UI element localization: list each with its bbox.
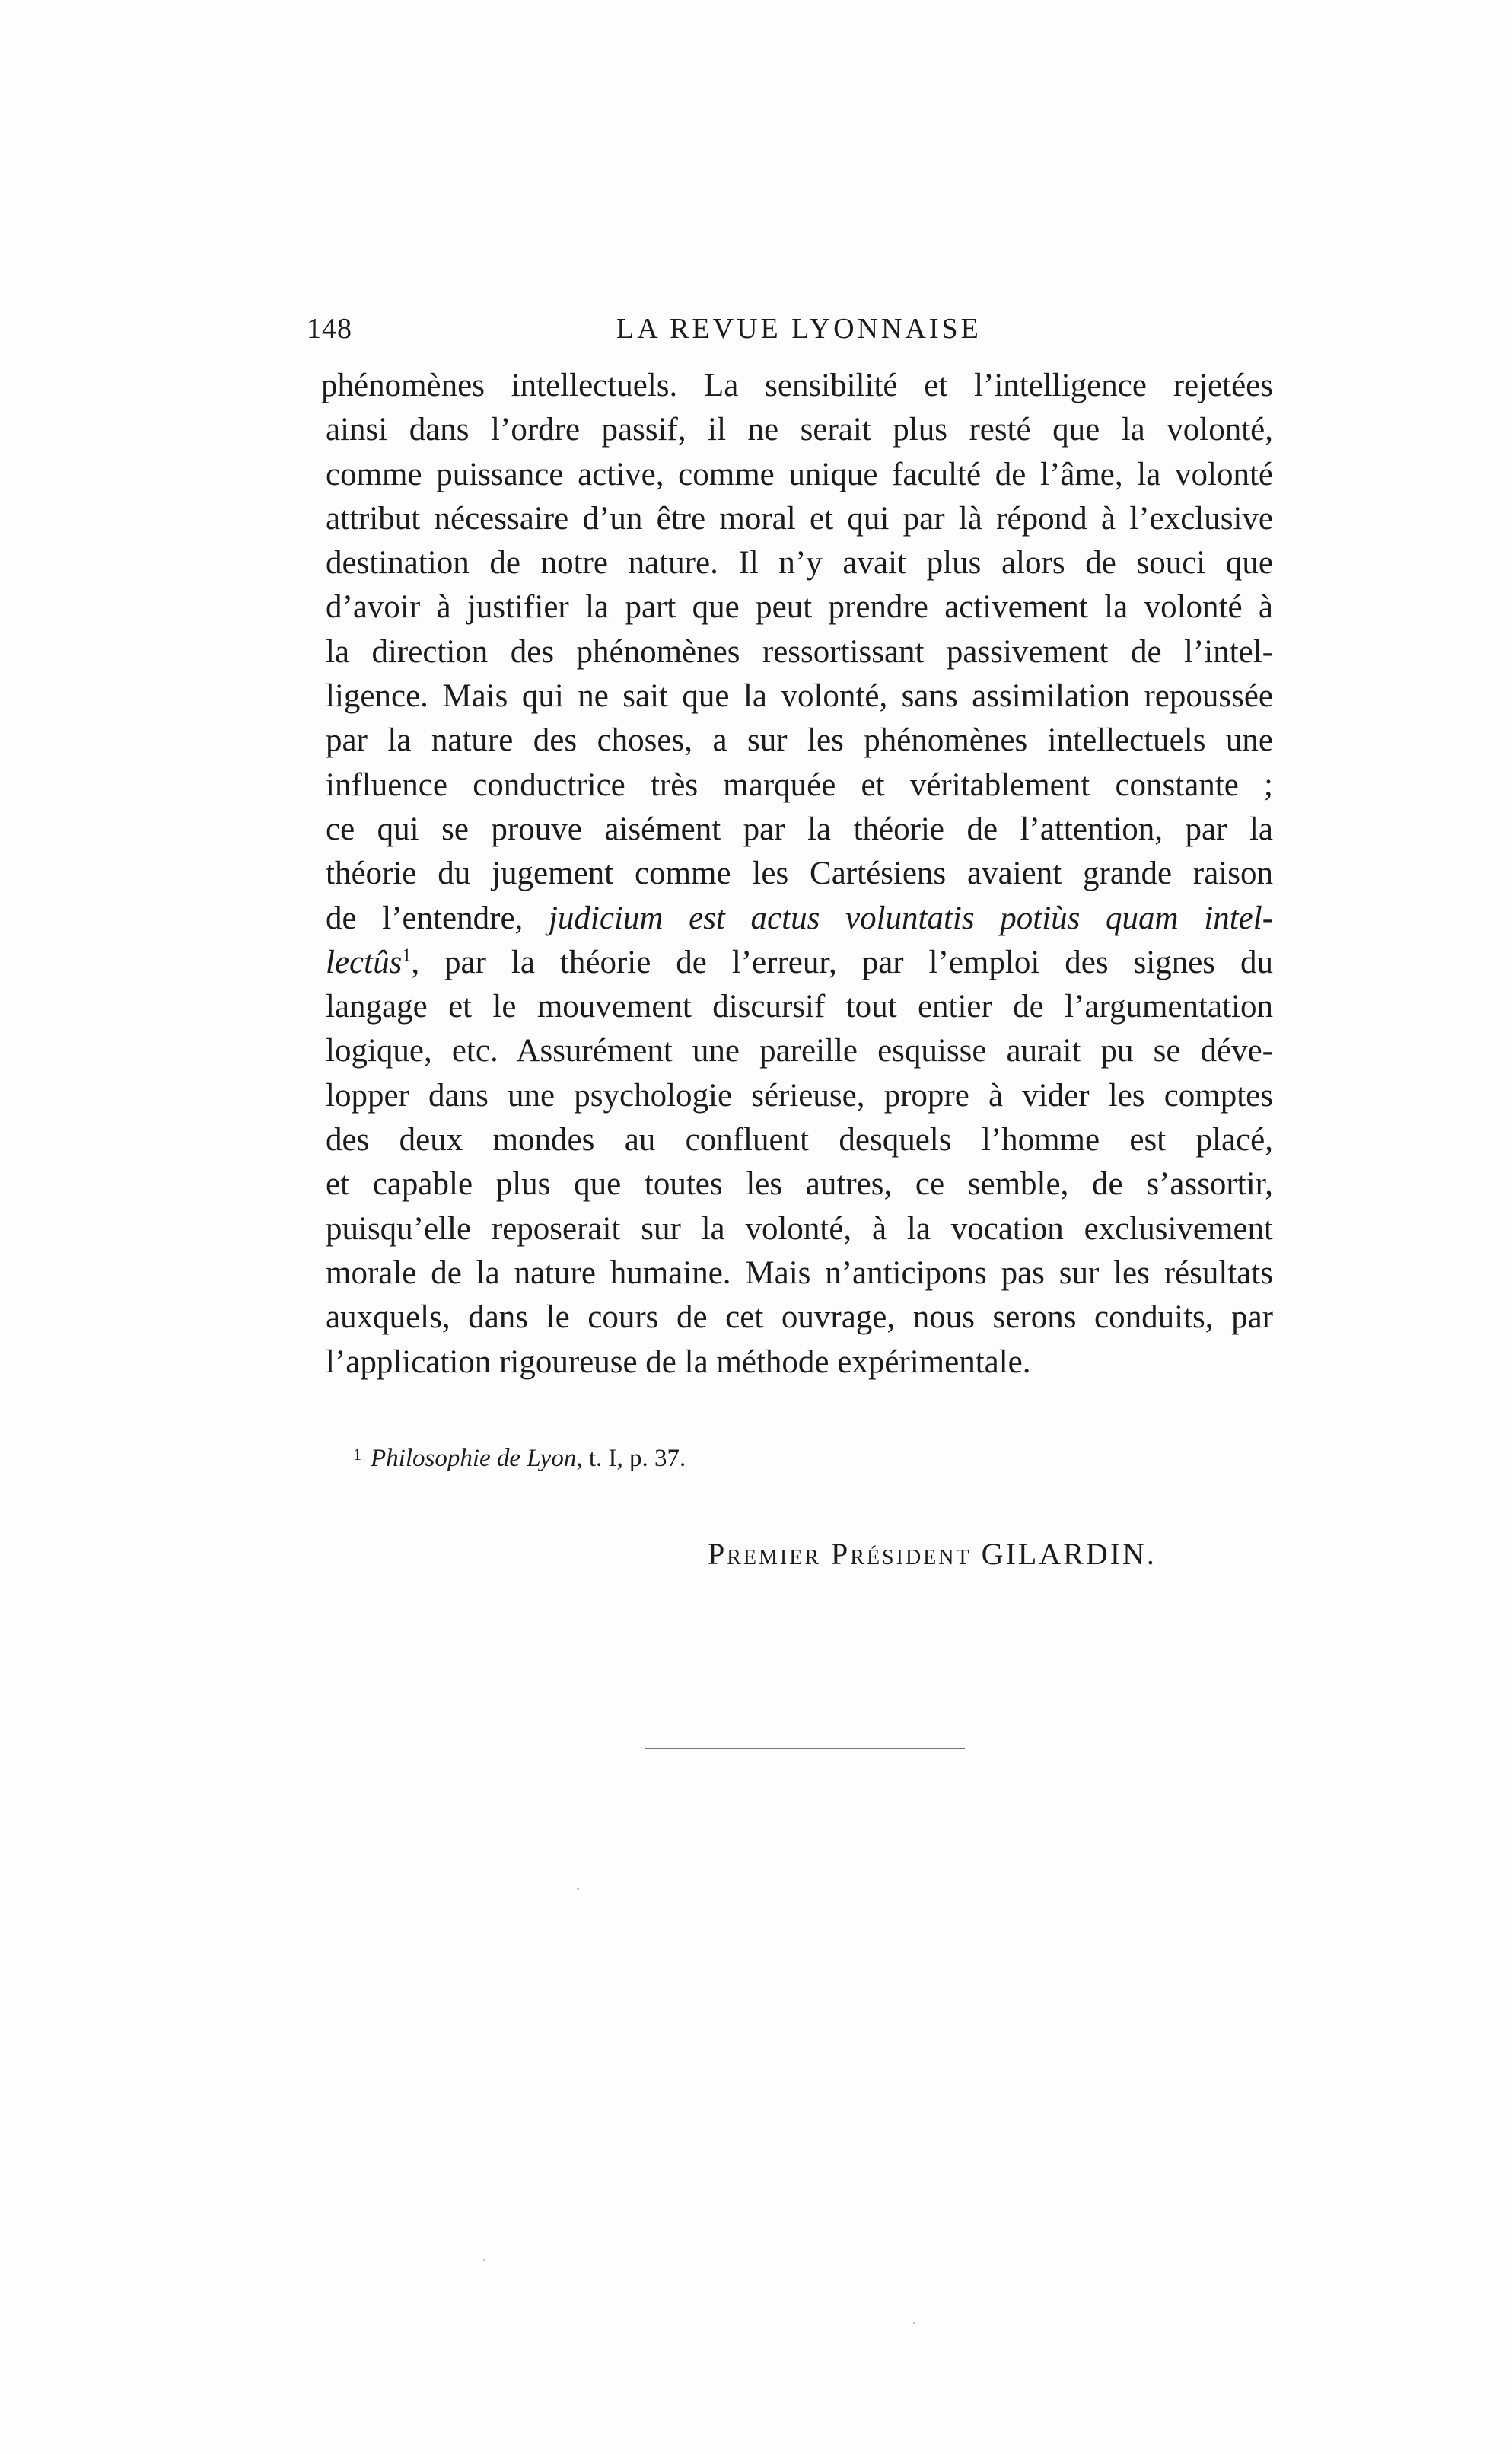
page-number: 148: [307, 313, 352, 345]
text-line: [326, 941, 1273, 985]
text-line: logique, etc. Assurément une pareille esquisse aurait pu se déve-: [326, 1033, 1273, 1069]
body-text: [321, 364, 1274, 1385]
text-line: des deux mondes au confluent desquels l’homme est placé,: [326, 1122, 1273, 1158]
text-line: attribut nécessaire d’un être moral et qui par là répond à l’exclusive: [326, 500, 1273, 537]
section-divider: [645, 1748, 965, 1749]
text-line: par la nature des choses, a sur les phénomènes intellectuels une: [326, 722, 1273, 759]
text-line: et capable plus que toutes les autres, ce semble, de s’assortir,: [326, 1166, 1273, 1203]
text-line: ce qui se prouve aisément par la théorie de l’attention, par la: [326, 811, 1273, 847]
footnote-reference: 1: [402, 945, 412, 966]
text-line: ainsi dans l’ordre passif, il ne serait plus resté que la volonté,: [326, 412, 1273, 448]
text-line: théorie du jugement comme les Cartésiens avaient grande raison: [326, 856, 1273, 892]
text-line: puisqu’elle reposerait sur la volonté, à la vocation exclusivement: [326, 1210, 1273, 1247]
text-line: phénomènes intellectuels. La sensibilité et l’intelligence rejetées: [321, 368, 1273, 403]
text-line: morale de la nature humaine. Mais n’anticipons pas sur les résultats: [326, 1254, 1273, 1291]
signature-name: GILARDIN.: [981, 1537, 1157, 1571]
latin-quote-end: lectûs: [326, 944, 403, 980]
text-line: influence conductrice très marquée et véritablement constante ;: [326, 766, 1273, 803]
text-line: lopper dans une psychologie sérieuse, propre à vider les comptes: [326, 1077, 1273, 1114]
text-segment: de l’entendre,: [326, 900, 549, 936]
text-segment: , par la théorie de l’erreur, par l’emploi des signes du: [411, 944, 1273, 980]
text-line: destination de notre nature. Il n’y avait plus alors de souci que: [326, 545, 1273, 582]
paper-speck: [483, 2259, 485, 2261]
text-line: langage et le mouvement discursif tout entier de l’argumentation: [326, 989, 1273, 1025]
footnote-marker: 1: [353, 1445, 361, 1464]
text-line: ligence. Mais qui ne sait que la volonté, sans assimilation repoussée: [326, 678, 1273, 715]
paper-speck: [913, 2322, 915, 2324]
text-line: comme puissance active, comme unique faculté de l’âme, la volonté: [326, 456, 1273, 492]
text-line: [326, 897, 1273, 941]
text-line: auxquels, dans le cours de cet ouvrage, nous serons conduits, par: [326, 1299, 1273, 1336]
latin-quote: judicium est actus voluntatis potiùs quam intel-: [548, 900, 1274, 936]
text-line: l’application rigoureuse de la méthode expérimentale.: [326, 1343, 1031, 1380]
signature: [708, 1536, 1157, 1572]
paper-speck: [577, 1888, 579, 1890]
footnote: [353, 1445, 686, 1473]
footnote-title: Philosophie de Lyon: [371, 1445, 577, 1472]
signature-title: Premier Président: [708, 1537, 972, 1571]
text-line: d’avoir à justifier la part que peut prendre activement la volonté à: [326, 589, 1273, 626]
text-line: la direction des phénomènes ressortissant passivement de l’intel-: [326, 633, 1273, 670]
footnote-rest: , t. I, p. 37.: [576, 1445, 686, 1472]
running-head: LA REVUE LYONNAISE: [616, 313, 982, 345]
